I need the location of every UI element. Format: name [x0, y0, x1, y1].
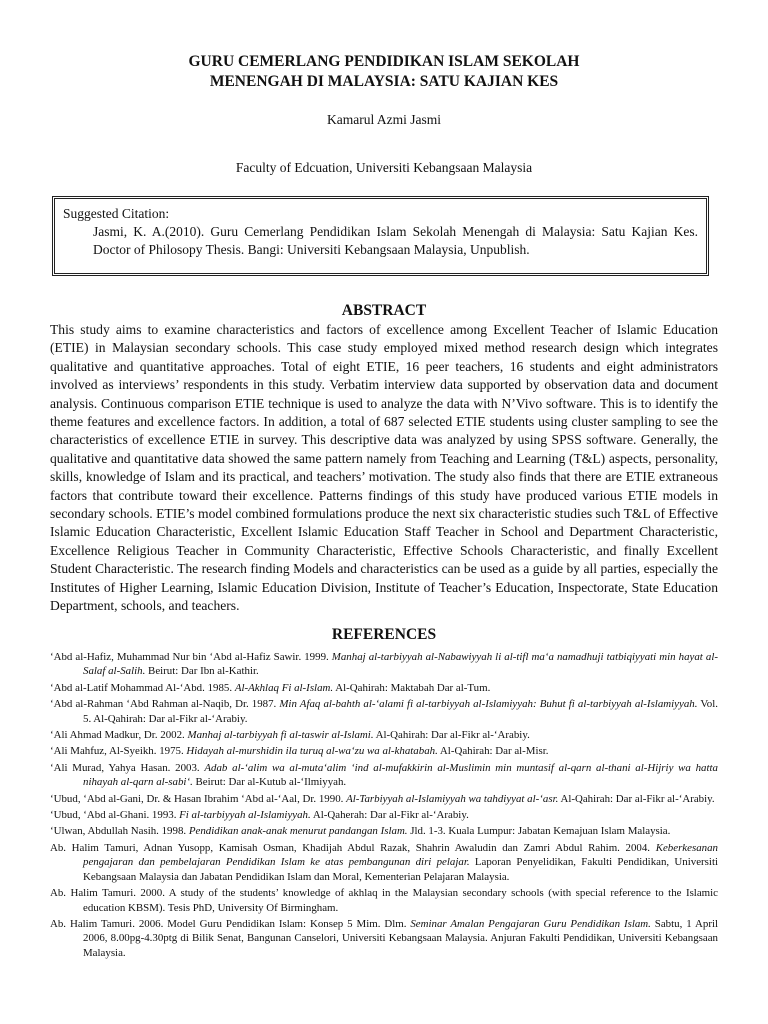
reference-title: Al-Tarbiyyah al-Islamiyyah wa tahdiyyat al-‘asr. — [346, 792, 559, 805]
reference-item — [50, 808, 718, 822]
reference-publisher: Beirut: Dar al-Kutub al-‘Ilmiyyah. — [192, 776, 347, 789]
reference-item — [50, 792, 718, 806]
reference-title: Keberkesanan pengajaran dan pembelajaran Pendidikan Islam ke atas pembangunan diri pelajar. — [83, 841, 718, 869]
reference-title: Fi al-tarbiyyah al-Islamiyyah. — [179, 809, 311, 822]
reference-publisher: Al-Qahirah: Dar al-Fikr al-‘Arabiy. — [373, 729, 530, 742]
reference-text: ‘Ali Mahfuz, Al-Syeikh. 1975. — [50, 745, 187, 758]
reference-publisher: Sabtu, 1 April 2006, 8.00pg-4.30ptg di Bilik Senat, Bangunan Canselori, Universiti Kebangsaan Malaysia. Anjuran Fakulti Pendidikan, Universiti Kebangsaan Malaysia. — [83, 917, 718, 959]
reference-publisher: Laporan Penyelidikan, Fakulti Pendidikan, Universiti Kebangsaan Malaysia dan Jabatan Pendidikan Islam dan Moral, Kementerian Pelajaran Malaysia. — [83, 856, 718, 883]
reference-text: ‘Abd al-Rahman ‘Abd Rahman al-Naqib, Dr. 1987. — [50, 698, 280, 711]
reference-publisher: Al-Qahirah: Dar al-Fikr al-‘Arabiy. — [558, 792, 715, 805]
paper-title — [0, 52, 768, 92]
reference-publisher: Al-Qaherah: Dar al-Fikr al-‘Arabiy. — [310, 809, 469, 822]
suggested-citation-box — [52, 196, 709, 276]
reference-text: ‘Ubud, ‘Abd al-Gani, Dr. & Hasan Ibrahim ‘Abd al-‘Aal, Dr. 1990. — [50, 792, 347, 805]
reference-text: ‘Abd al-Hafiz, Muhammad Nur bin ‘Abd al-Hafiz Sawir. 1999. — [50, 651, 332, 663]
reference-title: Manhaj al-tarbiyyah al-Nabawiyyah li al-tifl ma‘a namadhuji tatbiqiyyati min hayat al-Salaf al-Salih. — [83, 651, 718, 678]
reference-item — [50, 728, 718, 742]
reference-text: Ab. Halim Tamuri. 2000. A study of the students’ knowledge of akhlaq in the Malaysian secondary schools (with special reference to the Islamic education KBSM). Tesis PhD, University Of Birmingham. — [50, 887, 718, 914]
reference-title: Adab al-‘alim wa al-muta‘alim ‘ind al-mufakkirin al-Muslimin min muntasif al-qarn al-thani al-Hijriy wa hatta nihayah al-qarn al-sabi‘. — [83, 761, 718, 789]
reference-title: Al-Akhlaq Fi al-Islam. — [234, 681, 334, 694]
author-name: Kamarul Azmi Jasmi — [327, 112, 441, 127]
reference-text: ‘Ulwan, Abdullah Nasih. 1998. — [50, 825, 189, 838]
reference-publisher: Al-Qahirah: Maktabah Dar al-Tum. — [333, 681, 491, 694]
reference-text: ‘Ubud, ‘Abd al-Ghani. 1993. — [50, 809, 180, 822]
title-line-1: GURU CEMERLANG PENDIDIKAN ISLAM SEKOLAH — [188, 53, 580, 70]
title-line-2: MENENGAH DI MALAYSIA: SATU KAJIAN KES — [209, 73, 559, 90]
reference-text: Ab. Halim Tamuri. 2006. Model Guru Pendidikan Islam: Konsep 5 Mim. Dlm. — [50, 917, 411, 930]
reference-item — [50, 650, 718, 679]
reference-text: Ab. Halim Tamuri, Adnan Yusopp, Kamisah Osman, Khadijah Abdul Razak, Shahrin Awaludin dan Zamri Abdul Rahim. 2004. — [50, 841, 656, 854]
reference-item — [50, 681, 718, 695]
reference-title: Min Afaq al-bahth al-‘alami fi al-tarbiyyah al-Islamiyyah: Buhut fi al-tarbiyyah al-Islamiyyah. — [279, 698, 698, 711]
abstract-body: This study aims to examine characteristics and factors of excellence among Excellent Teacher of Islamic Education (ETIE) in Malaysian secondary schools. This case study employed mixed method research design which integrates qualitative and quantitative approaches. Total of eight ETIE, 16 peer teachers, 16 students and eight administrators involved as interviews’ respondents in this study. Verbatim interview data supported by observation data and document analysis. Continuous comparison ETIE technique is used to analyze the data with N’Vivo software. This is to identify the theme features and excellence factors. In addition, a total of 687 selected ETIE students using cluster sampling to see the characteristics of excellence ETIE in survey. This descriptive data was analyzed by using SPSS software. Generally, the qualitative and quantitative data showed the same pattern namely from Teaching and Learning (T&L) aspects, personality, skills, knowledge of Islam and its practical, and teachers’ motivation. The study also finds that there are ETIE extraneous factors that contribute toward their excellence. Patterns findings of this study have produced various ETIE models in secondary schools. ETIE’s model combined formulations produce the next six characteristic studies such T&L of Effective Islamic Education Characteristic, Excellent Islamic Education Staff Teacher in School and Department Characteristic, Excellence Religious Teacher in Community Characteristic, Effective Schools Characteristic, and finally Excellent Student Characteristic. The research finding Models and characteristics can be used as a guide by all parties, especially the Institutes of Higher Learning, Islamic Education Division, Institute of Teacher’s Education, Inspectorate, State Education Department, schools, and teachers. — [50, 322, 718, 614]
reference-item — [50, 886, 718, 915]
citation-heading: Suggested Citation: — [63, 206, 170, 221]
abstract-heading: ABSTRACT — [341, 302, 427, 319]
reference-item — [50, 761, 718, 790]
reference-publisher: Al-Qahirah: Dar al-Misr. — [437, 745, 549, 758]
reference-item — [50, 744, 718, 758]
references-heading: REFERENCES — [331, 626, 437, 643]
reference-publisher: Jld. 1-3. Kuala Lumpur: Jabatan Kemajuan Islam Malaysia. — [407, 825, 671, 838]
reference-title: Seminar Amalan Pengajaran Guru Pendidikan Islam. — [410, 917, 651, 930]
references-list — [50, 650, 718, 962]
reference-title: Manhaj al-tarbiyyah fi al-taswir al-Islami. — [187, 729, 374, 742]
reference-item — [50, 917, 718, 960]
reference-item — [50, 697, 718, 726]
citation-text: Jasmi, K. A.(2010). Guru Cemerlang Pendidikan Islam Sekolah Menengah di Malaysia: Satu Kajian Kes. Doctor of Philosopy Thesis. Bangi: Universiti Kebangsaan Malaysia, Unpublish. — [93, 224, 698, 257]
reference-title: Hidayah al-murshidin ila turuq al-wa‘zu wa al-khatabah. — [186, 745, 438, 758]
reference-text: ‘Ali Ahmad Madkur, Dr. 2002. — [50, 729, 188, 742]
reference-publisher: Beirut: Dar Ibn al-Kathir. — [145, 665, 259, 678]
reference-text: ‘Ali Murad, Yahya Hasan. 2003. — [50, 761, 205, 774]
reference-title: Pendidikan anak-anak menurut pandangan Islam. — [188, 825, 408, 838]
reference-publisher: Vol. 5. Al-Qahirah: Dar al-Fikr al-‘Arabiy. — [83, 698, 718, 725]
reference-item — [50, 824, 718, 838]
reference-text: ‘Abd al-Latif Mohammad Al-‘Abd. 1985. — [50, 681, 235, 694]
affiliation: Faculty of Edcuation, Universiti Kebangsaan Malaysia — [235, 160, 533, 175]
reference-item — [50, 841, 718, 884]
